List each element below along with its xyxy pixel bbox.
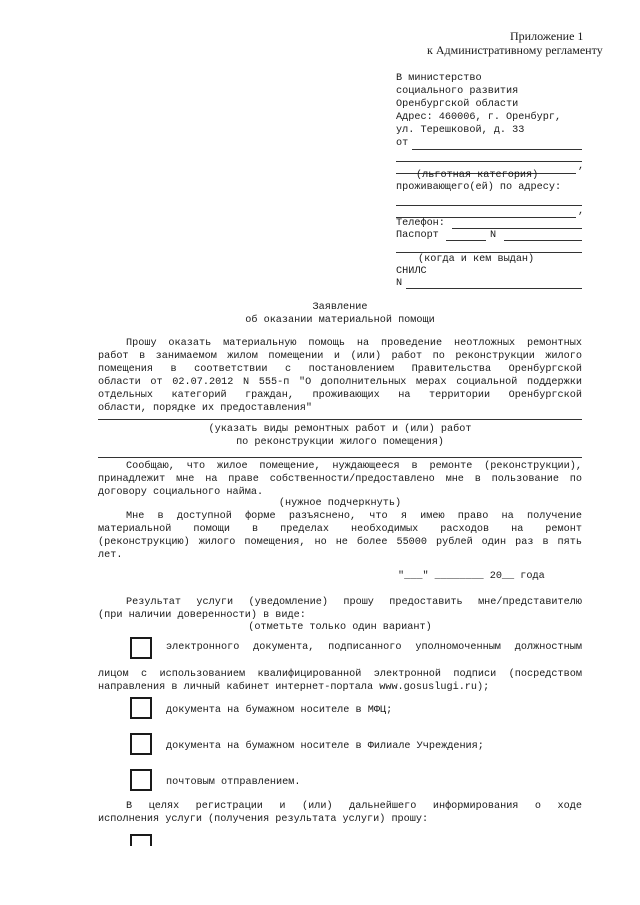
snils-field[interactable] bbox=[406, 288, 582, 289]
explained-line-3: (реконструкцию) жилого помещения, но не более 55000 рублей один раз в пять bbox=[98, 537, 582, 548]
addressee-line-4: Адрес: 460006, г. Оренбург, bbox=[396, 112, 562, 123]
snils-label: СНИЛС bbox=[396, 266, 427, 277]
registration-checkbox[interactable] bbox=[130, 834, 152, 846]
works-hint-2: по реконструкции жилого помещения) bbox=[236, 437, 444, 448]
option-electronic-line-2: лицом с использованием квалифицированной электронной подписи (посредством bbox=[98, 669, 582, 680]
ownership-line-2: принадлежит мне на праве собственности/предоставлено мне в пользование по bbox=[98, 474, 582, 485]
request-line-2: работ в занимаемом жилом помещении и (или) работ по реконструкции жилого bbox=[98, 351, 582, 362]
document-title: Заявление bbox=[312, 302, 368, 313]
option-electronic-line-3: направления в личный кабинет интернет-портала www.gosuslugi.ru); bbox=[98, 682, 490, 693]
result-line-2: (при наличии доверенности) в виде: bbox=[98, 610, 306, 621]
phone-field[interactable] bbox=[452, 228, 582, 229]
phone-label: Телефон: bbox=[396, 218, 445, 229]
works-field-2[interactable] bbox=[98, 457, 582, 458]
request-line-3: помещения в соответствии с постановлением Правительства Оренбургской bbox=[98, 364, 582, 375]
ownership-line-1: Сообщаю, что жилое помещение, нуждающееся в ремонте (реконструкции), bbox=[126, 461, 582, 472]
address-comma: , bbox=[578, 206, 585, 217]
ownership-hint: (нужное подчеркнуть) bbox=[278, 498, 402, 509]
explained-line-1: Мне в доступной форме разъяснено, что я имею право на получение bbox=[126, 511, 582, 522]
address-field-1[interactable] bbox=[396, 205, 582, 206]
option-post-checkbox[interactable] bbox=[130, 769, 152, 791]
addressee-line-3: Оренбургской области bbox=[396, 99, 519, 110]
category-comma: , bbox=[578, 161, 585, 172]
registration-line-2: исполнения услуги (получения результата услуги) прошу: bbox=[98, 814, 429, 825]
ownership-line-3: договору социального найма. bbox=[98, 487, 264, 498]
option-branch-label: документа на бумажном носителе в Филиале Учреждения; bbox=[166, 741, 484, 752]
residing-label: проживающего(ей) по адресу: bbox=[396, 182, 562, 193]
explained-line-4: лет. bbox=[98, 550, 123, 561]
request-line-5: отдельных категорий граждан, проживающих на территории Оренбургской bbox=[98, 390, 582, 401]
passport-number-label: N bbox=[490, 230, 497, 241]
works-hint-1: (указать виды ремонтных работ и (или) работ bbox=[208, 424, 472, 435]
option-electronic-line-1: электронного документа, подписанного уполномоченным должностным bbox=[166, 642, 582, 653]
option-mfc-checkbox[interactable] bbox=[130, 697, 152, 719]
date-field[interactable]: "___" ________ 20__ года bbox=[398, 571, 545, 582]
passport-issued-hint: (когда и кем выдан) bbox=[418, 254, 535, 265]
explained-line-2: материальной помощи в пределах необходимых расходов на ремонт bbox=[98, 524, 582, 535]
addressee-line-1: В министерство bbox=[396, 73, 482, 84]
request-line-1: Прошу оказать материальную помощь на проведение неотложных ремонтных bbox=[126, 338, 582, 349]
snils-number-label: N bbox=[396, 278, 403, 289]
request-line-6: области, порядке их предоставления" bbox=[98, 403, 312, 414]
document-subtitle: об оказании материальной помощи bbox=[245, 315, 435, 326]
passport-series-field[interactable] bbox=[446, 240, 486, 241]
option-branch-checkbox[interactable] bbox=[130, 733, 152, 755]
option-electronic-checkbox[interactable] bbox=[130, 637, 152, 659]
annex-line-2: к Административному регламенту bbox=[427, 43, 603, 57]
addressee-line-5: ул. Терешковой, д. 33 bbox=[396, 125, 525, 136]
from-name-field-2[interactable] bbox=[396, 161, 582, 162]
addressee-line-2: социального развития bbox=[396, 86, 519, 97]
result-hint: (отметьте только один вариант) bbox=[248, 622, 432, 633]
works-field[interactable] bbox=[98, 419, 582, 420]
passport-label: Паспорт bbox=[396, 230, 439, 241]
registration-line-1: В целях регистрации и (или) дальнейшего информирования о ходе bbox=[126, 801, 582, 812]
option-post-label: почтовым отправлением. bbox=[166, 777, 301, 788]
passport-number-field[interactable] bbox=[504, 240, 582, 241]
from-label: от bbox=[396, 138, 409, 149]
category-hint: (льготная категория) bbox=[416, 170, 539, 181]
from-name-field[interactable] bbox=[412, 149, 582, 150]
option-mfc-label: документа на бумажном носителе в МФЦ; bbox=[166, 705, 393, 716]
request-line-4: области от 02.07.2012 N 555-п "О дополнительных мерах социальной поддержки bbox=[98, 377, 582, 388]
result-line-1: Результат услуги (уведомление) прошу предоставить мне/представителю bbox=[126, 597, 582, 608]
annex-line-1: Приложение 1 bbox=[510, 29, 584, 43]
